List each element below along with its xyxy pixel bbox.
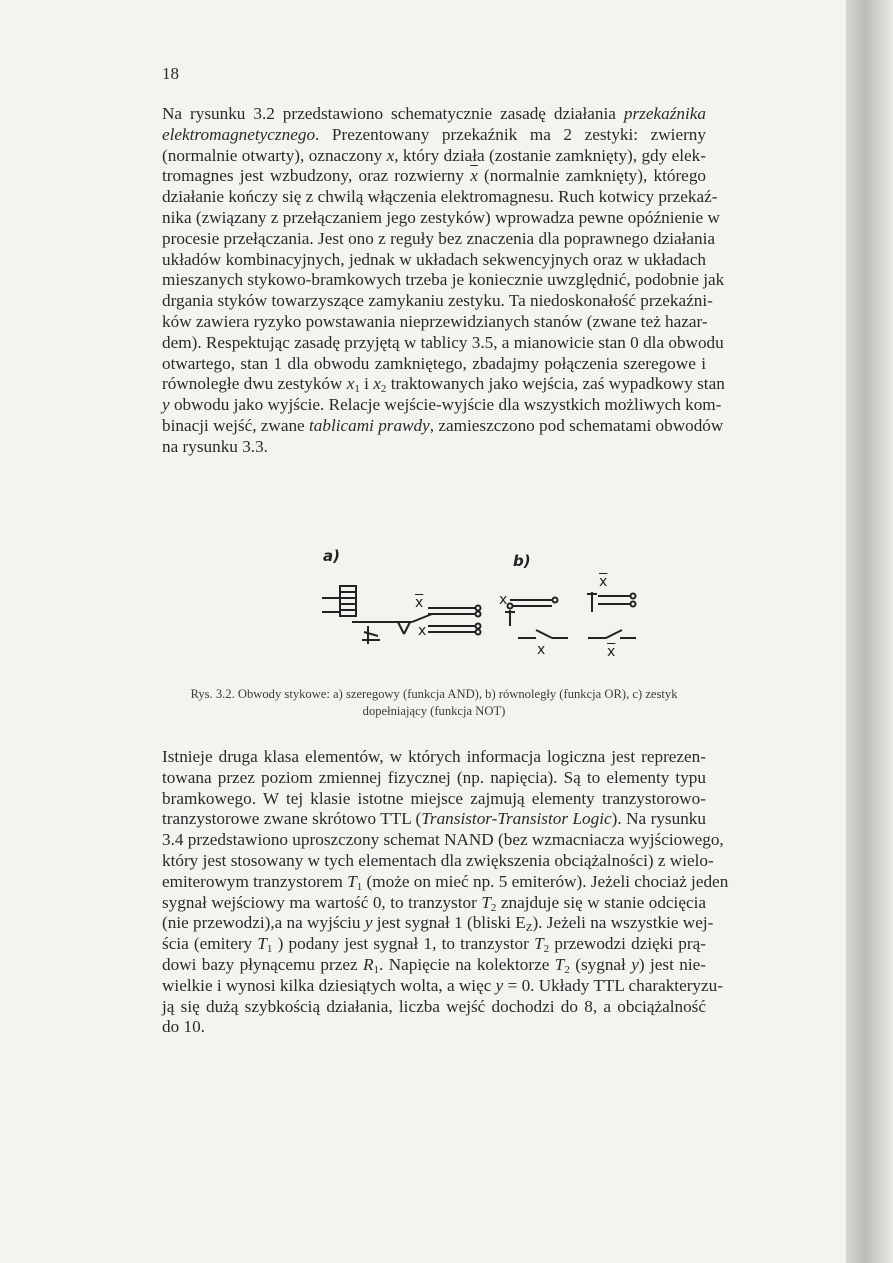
- text-segment: i: [359, 374, 374, 394]
- text-line: [162, 395, 722, 416]
- text-line: [162, 354, 706, 375]
- text-line: [162, 312, 706, 333]
- text-segment: T: [347, 871, 357, 891]
- text-line: [162, 250, 706, 271]
- text-line: [162, 913, 714, 935]
- text-segment: który jest stosowany w tych elementach dla zwiększenia obciążalności) z wielo-: [162, 850, 714, 870]
- contact-label-x-a: x: [418, 623, 427, 639]
- text-line: [162, 415, 724, 437]
- text-line: [162, 893, 706, 914]
- relay-contacts-icon: [428, 606, 481, 635]
- subscript: 2: [380, 383, 387, 396]
- text-line: [162, 830, 724, 851]
- text-line: [162, 374, 725, 396]
- figure-caption: [162, 686, 706, 719]
- subscript: 2: [490, 901, 497, 914]
- text-segment: . Prezentowany przekaźnik ma 2 zestyki: zwierny: [315, 124, 706, 144]
- text-segment: . Napięcie na kolektorze: [379, 954, 555, 974]
- text-line: [162, 228, 716, 250]
- text-segment: ) jest nie-: [638, 954, 706, 974]
- text-segment: sygnał wejściowy ma wartość 0, to tranzystor: [162, 892, 482, 912]
- text-segment: ). Na rysunku: [611, 809, 706, 829]
- figure-contact-circuits: [300, 540, 670, 670]
- text-segment: przekaźnika: [623, 104, 706, 123]
- text-line: [162, 146, 706, 167]
- text-line: [162, 270, 725, 291]
- text-line: [162, 789, 706, 810]
- text-segment: tromagnes jest wzbudzony, oraz rozwierny: [162, 166, 471, 186]
- text-segment: na rysunku 3.3.: [162, 436, 268, 456]
- text-segment: (nie przewodzi),a na wyjściu: [162, 913, 365, 933]
- text-segment: procesie przełączania. Jest ono z reguły bez znaczenia dla poprawnego działania: [162, 228, 716, 248]
- text-segment: ) podany jest sygnał 1, to tranzystor: [272, 934, 535, 954]
- text-segment: układów kombinacyjnych, jednak w układach sekwencyjnych oraz w układach: [162, 249, 706, 269]
- text-segment: ków zawiera ryzyko powstawania nieprzewidzianych stanów (zwane też hazar-: [162, 311, 708, 331]
- text-segment: ją się dużą szybkością działania, liczba wejść dochodzi do 8, a obciążalność: [162, 996, 706, 1016]
- text-segment: Transistor-Transistor Logic: [421, 809, 612, 829]
- text-segment: x: [346, 374, 355, 394]
- text-segment: tablicami prawdy: [308, 415, 430, 435]
- text-segment: do 10.: [162, 1017, 205, 1037]
- text-segment: (normalnie otwarty), oznaczony: [162, 145, 387, 165]
- text-line: [162, 809, 706, 830]
- text-segment: y: [364, 913, 373, 933]
- text-line: [162, 166, 706, 187]
- subscript: 1: [354, 383, 360, 396]
- text-line: [162, 291, 713, 312]
- contact-label-xbar-c2: $\overline{x}$: [607, 644, 616, 660]
- text-segment: równoległe dwu zestyków: [162, 374, 347, 394]
- text-segment: dem). Respektując zasadę przyjętą w tablicy 3.5, a mianowicie stan 0 dla obwodu: [162, 332, 724, 352]
- text-segment: działanie kończy się z chwilą włączenia elektromagnesu. Ruch kotwicy przekaź-: [162, 187, 718, 207]
- subscript: 1: [373, 963, 380, 976]
- text-line: [162, 125, 706, 146]
- text-segment: = 0. Układy TTL charakteryzu-: [503, 975, 723, 995]
- nc-contact-xbar-icon: [587, 592, 636, 638]
- text-segment: towana przez poziom zmiennej fizycznej (np. napięcia). Są to elementy typu: [162, 767, 706, 787]
- subscript: 1: [356, 880, 363, 893]
- text-segment: dowi bazy płynącemu przez: [162, 954, 364, 974]
- text-segment: y: [162, 395, 170, 415]
- text-line: [162, 332, 724, 354]
- text-segment: nika (związany z przełączaniem jego zestyków) wprowadza pewne opóźnienie w: [162, 207, 720, 227]
- contact-label-x-b2: x: [537, 642, 546, 658]
- text-segment: x: [386, 145, 395, 165]
- figure-label-a: a): [323, 547, 340, 565]
- text-line: [162, 997, 706, 1018]
- text-segment: , zamieszczono pod schematami obwodów: [429, 415, 724, 435]
- text-segment: (może on mieć np. 5 emiterów). Jeżeli chociaż jeden: [362, 871, 729, 891]
- text-line: [162, 850, 714, 872]
- subscript: 1: [266, 943, 273, 956]
- text-segment: jest sygnał 1 (bliski E: [372, 913, 526, 933]
- text-segment: $\overline{x}$: [470, 166, 478, 186]
- text-line: [162, 871, 729, 893]
- contact-label-xbar-a: $\overline{x}$: [415, 595, 424, 611]
- text-line: [162, 975, 723, 997]
- text-segment: R: [363, 954, 374, 974]
- text-segment: wielkie i wynosi kilka dziesiątych wolta, a więc: [162, 975, 496, 995]
- text-segment: mieszanych stykowo-bramkowych trzeba je koniecznie uwzględnić, podobnie jak: [162, 270, 725, 290]
- text-line: [162, 104, 706, 125]
- text-segment: bramkowego. W tej klasie istotne miejsce zajmują elementy tranzystorowo-: [162, 788, 706, 808]
- text-line: [162, 768, 706, 789]
- paragraph-ttl-description: [162, 747, 729, 1038]
- text-segment: T: [257, 934, 267, 954]
- paragraph-relay-description: [162, 104, 725, 458]
- text-segment: binacji wejść, zwane: [162, 415, 309, 435]
- page-edge-shadow: [846, 0, 893, 1263]
- text-segment: otwartego, stan 1 dla obwodu zamkniętego, zbadajmy połączenia szeregowe i: [162, 353, 706, 373]
- text-segment: Na rysunku 3.2 przedstawiono schematycznie zasadę działania: [162, 104, 624, 123]
- caption-line-1: Rys. 3.2. Obwody stykowe: a) szeregowy (funkcja AND), b) równoległy (funkcja OR), c) zestyk: [190, 687, 678, 701]
- text-segment: x: [373, 374, 381, 394]
- text-segment: 3.4 przedstawiono uproszczony schemat NAND (bez wzmacniacza wyjściowego,: [162, 830, 724, 850]
- text-line: [162, 1017, 706, 1038]
- text-segment: znajduje się w stanie odcięcia: [496, 892, 706, 912]
- text-segment: ścia (emitery: [162, 934, 258, 954]
- text-segment: elektromagnetycznego: [162, 124, 316, 144]
- text-segment: (sygnał: [569, 954, 632, 974]
- text-segment: (normalnie zamknięty), którego: [477, 166, 707, 186]
- text-line: [162, 187, 718, 208]
- text-segment: przewodzi dzięki prą-: [549, 934, 706, 954]
- no-contact-x-icon: [505, 598, 568, 639]
- subscript: 2: [564, 963, 570, 976]
- text-line: [162, 747, 706, 768]
- text-segment: , który działa (zostanie zamknięty), gdy elek-: [394, 145, 706, 165]
- text-segment: emiterowym tranzystorem: [162, 871, 348, 891]
- text-segment: T: [534, 934, 544, 954]
- text-line: [162, 437, 706, 458]
- page-number: 18: [162, 64, 179, 83]
- text-segment: Istnieje druga klasa elementów, w których informacja logiczna jest reprezen-: [162, 747, 706, 766]
- subscript: Z: [525, 922, 533, 935]
- text-segment: T: [554, 954, 565, 974]
- text-line: [162, 207, 720, 229]
- text-segment: y: [631, 954, 639, 974]
- relay-coil-icon: [322, 586, 356, 616]
- text-segment: y: [495, 975, 504, 995]
- text-segment: ). Jeżeli na wszystkie wej-: [532, 913, 714, 933]
- contact-label-x-b1: x: [499, 592, 508, 608]
- text-segment: tranzystorowe zwane skrótowo TTL (: [162, 809, 422, 829]
- contact-label-xbar-c1: $\overline{x}$: [599, 574, 608, 590]
- text-line: [162, 934, 706, 955]
- text-line: [162, 955, 706, 976]
- text-segment: T: [481, 892, 491, 912]
- text-segment: obwodu jako wyjście. Relacje wejście-wyjście dla wszystkich możliwych kom-: [169, 395, 722, 415]
- caption-line-2: dopełniający (funkcja NOT): [362, 703, 506, 718]
- text-segment: traktowanych jako wejścia, zaś wypadkowy stan: [386, 374, 725, 394]
- text-segment: drgania styków towarzyszące zamykaniu zestyku. Ta niedoskonałość przekaźni-: [162, 291, 713, 311]
- figure-label-b: b): [513, 552, 531, 570]
- subscript: 2: [543, 943, 550, 956]
